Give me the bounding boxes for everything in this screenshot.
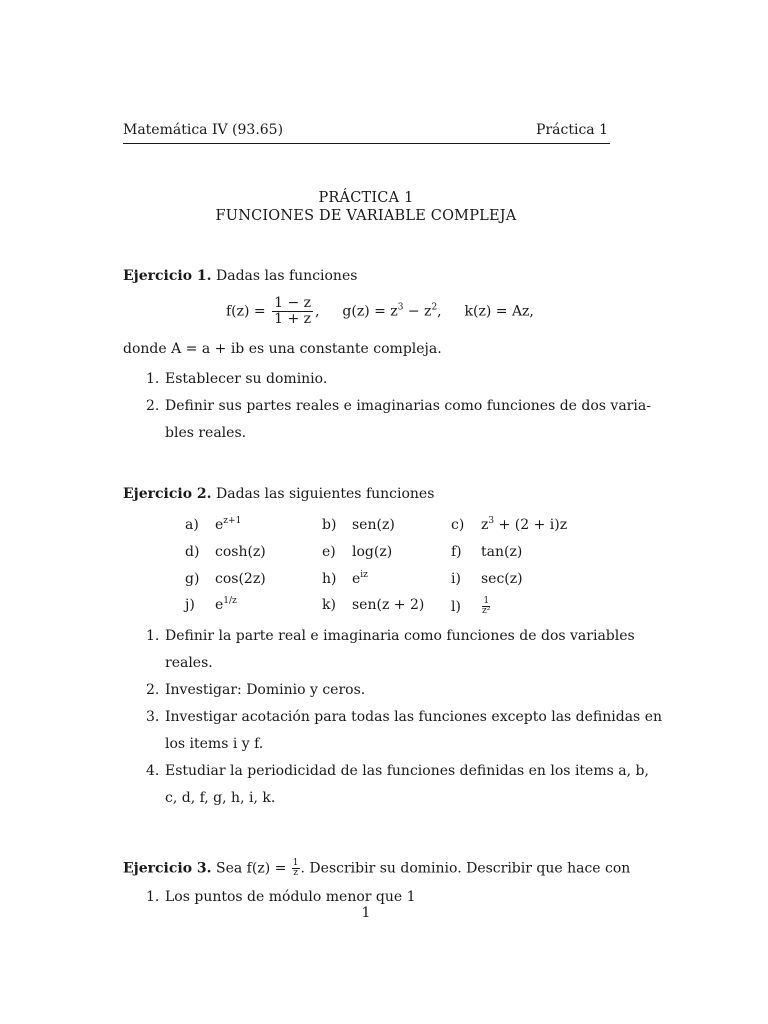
ex2-function-label: k): [322, 597, 336, 613]
ex2-function-f: [451, 544, 522, 561]
ex3-label: Ejercicio 3.: [123, 860, 212, 877]
ex3-post: . Describir su dominio. Describir que hace con: [300, 860, 631, 877]
ex2-function-h: [322, 571, 368, 588]
ex2-function-label: d): [185, 544, 200, 560]
ex3-item-1-text: Los puntos de módulo menor que 1: [165, 889, 416, 905]
header-course: Matemática IV (93.65): [123, 122, 284, 138]
ex1-intro: Dadas las funciones: [216, 268, 358, 284]
ex1-label: Ejercicio 1.: [123, 268, 212, 284]
ex2-function-g: [185, 571, 266, 588]
ex1-item-2-num: 2.: [146, 398, 160, 414]
ex2-function-base: sen(z + 2): [352, 597, 425, 613]
ex2-function-tail: + (2 + i)z: [494, 517, 568, 533]
ex3-f-denominator: z: [293, 868, 299, 878]
ex2-item-1-num: 1.: [146, 628, 160, 644]
ex2-item-3-num: 3.: [146, 709, 160, 725]
ex2-item-1-text: Definir la parte real e imaginaria como funciones de dos variables: [165, 628, 635, 644]
ex2-function-label: i): [451, 571, 461, 587]
page-number: 1: [361, 905, 371, 921]
ex1-k: k(z) = Az,: [464, 303, 534, 320]
header-rule: [123, 143, 610, 144]
ex2-function-j: [185, 597, 237, 614]
ex2-function-label: h): [322, 571, 337, 587]
ex3-item-1-num: 1.: [146, 889, 160, 905]
ex2-function-base: e: [352, 571, 361, 587]
ex2-fraction: [482, 597, 490, 616]
ex2-item-4-cont: c, d, f, g, h, i, k.: [165, 790, 276, 806]
ex2-function-label: j): [185, 597, 195, 613]
ex2-function-e: [322, 544, 392, 561]
ex2-function-label: g): [185, 571, 200, 587]
ex2-function-label: e): [322, 544, 336, 560]
ex2-function-label: b): [322, 517, 337, 533]
ex1-g-mid: − z: [403, 303, 432, 320]
ex2-function-exponent: 1/z: [223, 596, 237, 606]
ex2-function-c: [451, 517, 567, 534]
ex1-g-exp1: 3: [397, 302, 404, 313]
ex2-function-base: z: [481, 517, 489, 533]
ex2-function-base: sen(z): [352, 517, 395, 533]
ex1-formula: [226, 296, 534, 327]
ex2-function-exponent: z+1: [223, 516, 242, 526]
ex2-function-base: cosh(z): [215, 544, 266, 560]
ex1-f-numerator: 1 − z: [274, 295, 312, 311]
ex2-item-2-num: 2.: [146, 682, 160, 698]
ex2-function-base: e: [215, 597, 224, 613]
ex1-f-sep: ,: [315, 303, 320, 320]
ex1-f-lhs: f(z) =: [226, 303, 266, 320]
ex3-pre: Sea f(z) =: [216, 860, 287, 877]
ex1-item-1-num: 1.: [146, 371, 160, 387]
ex3-f-numerator: 1: [292, 858, 299, 868]
title-line-1: PRÁCTICA 1: [318, 190, 414, 206]
ex1-heading: [123, 268, 357, 285]
ex2-function-base: log(z): [352, 544, 393, 560]
ex1-item-2-text: Definir sus partes reales e imaginarias como funciones de dos varia-: [165, 398, 651, 414]
ex2-fraction-numerator: 1: [483, 596, 490, 606]
ex2-intro: Dadas las siguientes funciones: [216, 486, 435, 502]
ex2-item-4-text: Estudiar la periodicidad de las funciones definidas en los items a, b,: [165, 763, 649, 779]
ex1-g-part1: g(z) = z: [342, 303, 398, 320]
ex3-heading: [123, 859, 630, 878]
ex2-function-exponent: 3: [488, 516, 495, 526]
ex1-g-end: ,: [437, 303, 442, 320]
ex2-function-base: tan(z): [481, 544, 523, 560]
ex2-function-b: [322, 517, 395, 534]
ex2-label: Ejercicio 2.: [123, 486, 212, 502]
ex1-f-fraction: [272, 296, 313, 327]
ex2-function-base: e: [215, 517, 224, 533]
ex1-donde: donde A = a + ib es una constante compleja.: [123, 341, 442, 357]
ex2-function-label: l): [451, 598, 461, 615]
ex2-function-i: [451, 571, 523, 588]
ex2-item-3-text: Investigar acotación para todas las funciones excepto las definidas en: [165, 709, 662, 725]
ex2-item-1-cont: reales.: [165, 655, 213, 671]
ex3-fraction: [292, 859, 300, 878]
ex1-f-denominator: 1 + z: [274, 311, 312, 327]
ex2-function-l: [451, 597, 491, 616]
ex2-function-base: cos(2z): [215, 571, 266, 587]
ex2-function-a: [185, 517, 241, 534]
ex2-function-k: [322, 597, 424, 614]
header-practice: Práctica 1: [536, 122, 608, 138]
ex2-function-label: a): [185, 517, 199, 533]
ex2-heading: [123, 486, 434, 503]
ex2-function-label: c): [451, 517, 465, 533]
ex2-function-label: f): [451, 544, 462, 560]
title-line-2: FUNCIONES DE VARIABLE COMPLEJA: [215, 208, 517, 224]
ex2-item-2-text: Investigar: Dominio y ceros.: [165, 682, 366, 698]
ex2-function-base: sec(z): [481, 571, 523, 587]
ex2-item-3-cont: los items i y f.: [165, 736, 264, 752]
ex1-g-exp2: 2: [431, 302, 438, 313]
ex1-item-2-cont: bles reales.: [165, 425, 247, 441]
ex2-fraction-denominator: z²: [482, 606, 491, 616]
ex2-item-4-num: 4.: [146, 763, 160, 779]
ex1-item-1-text: Establecer su dominio.: [165, 371, 328, 387]
ex2-function-exponent: iz: [360, 570, 368, 580]
ex2-function-d: [185, 544, 266, 561]
